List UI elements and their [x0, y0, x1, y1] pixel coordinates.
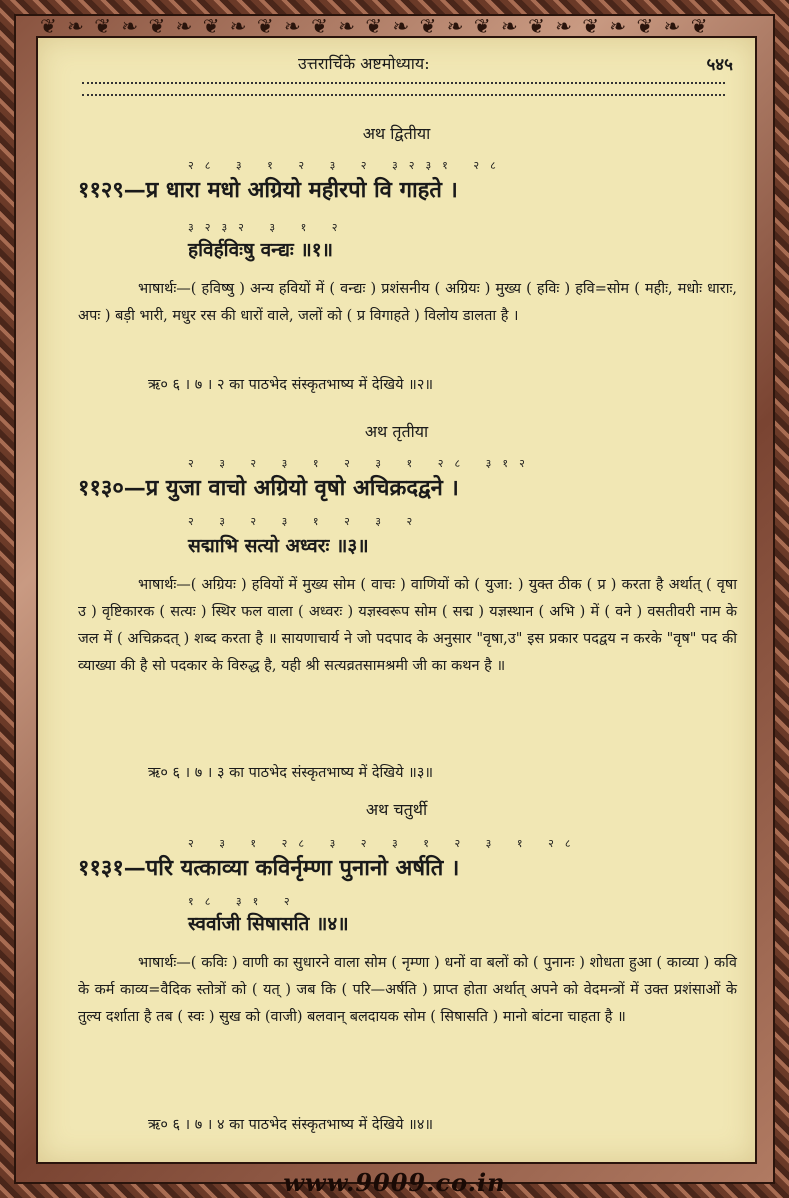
section-heading: अथ चतुर्थी [365, 800, 428, 819]
meaning-paragraph: भाषार्थः—( हविष्षु ) अन्य हवियों में ( वन्द्यः ) प्रशंसनीय ( अग्रियः ) मुख्य ( हविः ) हवि=सोम ( महीः, मधोः धाराः, अपः ) बड़ी भारी, मधुर रस की धारों वाले, जलों को ( प्र विगाहते ) विलोय डालता है । [78, 281, 737, 324]
page-number: ५४५ [706, 55, 733, 75]
verse-line: सद्माभि सत्यो अध्वरः ॥३॥ [188, 535, 369, 557]
watermark-url: www.9009.co.in [283, 1168, 506, 1197]
verse-line: हविर्हविःषु वन्द्यः ॥१॥ [188, 239, 334, 261]
top-flourish: ❦ ❧ ❦ ❧ ❦ ❧ ❦ ❧ ❦ ❧ ❦ ❧ ❦ ❧ ❦ ❧ ❦ ❧ ❦ ❧ ❦ ❧ ❦ ❧ ❦ [40, 16, 710, 36]
chapter-title: उत्तरार्चिके अष्टमोध्याय: [298, 54, 430, 73]
meaning-paragraph: भाषार्थः—( अग्रियः ) हवियों में मुख्य सोम ( वाचः ) वाणियों को ( युजा: ) युक्त ठीक ( प्र ) करता है अर्थात् ( वृषा उ ) वृष्टिकारक ( सत्यः ) स्थिर फल वाला ( अध्वरः ) यज्ञस्वरूप सोम ( सद्म ) यज्ञस्थान ( अभि ) में ( वने ) वसतीवरी नाम के जल में ( अचिक्रदत् ) शब्द करता है ॥ सायणाचार्य ने जो पदपाद के अनुसार "वृषा,उ" इस प्रकार पदद्वय न करके "वृष" पद की व्याख्या की है सो पदकार के विरुद्ध है, यही श्री सत्यव्रतसामश्रमी जी का कथन है ॥ [78, 577, 737, 674]
verse-line: ११२९—प्र धारा मधो अग्रियो महीरपो वि गाहते । [78, 177, 458, 203]
verse-line: स्वर्वाजी सिषासति ॥४॥ [188, 913, 349, 935]
svara-marks: २ ३ १ २८ ३ २ ३ १ २ ३ १ २८ [188, 837, 582, 850]
svara-marks: २ ३ २ ३ १ २ ३ १ २८ ३१२ [188, 457, 536, 470]
verse-line: ११३०—प्र युजा वाचो अग्रियो वृषो अचिक्रदद्वने । [78, 475, 459, 501]
header-divider [82, 82, 725, 96]
svara-marks: १८ ३१ २ [188, 895, 301, 908]
meaning-paragraph: भाषार्थः—( कविः ) वाणी का सुधारने वाला सोम ( नृम्णा ) धनों वा बलों को ( पुनानः ) शोधता हुआ ( काव्या ) कवि के कर्म काव्य=वैदिक स्तोत्रों को ( यत् ) जब कि ( परि—अर्षति ) प्राप्त होता अर्थात् अपने को वेदमन्त्रों में उक्त प्रशंसाओं के तुल्य दर्शाता है तब ( स्वः ) सुख को (वाजी) बलवान् बलदायक सोम ( सिषासति ) मानो बांटना चाहता है ॥ [78, 955, 737, 1025]
svara-marks: ३२३२ ३ १ २ [188, 221, 349, 234]
svara-marks: २ ३ २ ३ १ २ ३ २ [188, 515, 424, 528]
section-heading: अथ तृतीया [364, 422, 429, 441]
reference-note: ऋ० ६ । ७ । ३ का पाठभेद संस्कृतभाष्य में देखिये ॥३॥ [148, 765, 434, 781]
page-header [38, 52, 755, 78]
svara-marks: २८ ३ १ २ ३ २ ३२३१ २८ [188, 159, 507, 172]
book-page [36, 36, 757, 1164]
verse-line: ११३१—परि यत्काव्या कविर्नृम्णा पुनानो अर्षति । [78, 855, 460, 881]
reference-note: ऋ० ६ । ७ । २ का पाठभेद संस्कृतभाष्य में देखिये ॥२॥ [148, 377, 434, 393]
section-heading: अथ द्वितीया [362, 124, 431, 143]
reference-note: ऋ० ६ । ७ । ४ का पाठभेद संस्कृतभाष्य में देखिये ॥४॥ [148, 1117, 434, 1133]
